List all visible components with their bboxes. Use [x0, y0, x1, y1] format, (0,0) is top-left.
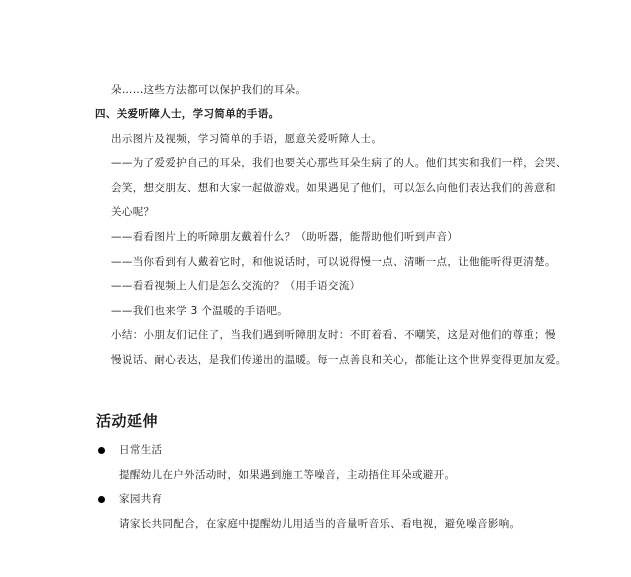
extension-item-title: 日常生活 [119, 444, 163, 456]
paragraph-6: ——我们也来学 3 个温暖的手语吧。 [111, 305, 289, 317]
paragraph-2-line-1: ——为了爱爱护自己的耳朵，我们也要关心那些耳朵生病了的人。他们其实和我们一样，会哭、 [111, 157, 567, 169]
summary-line-1: 小结：小朋友们记住了，当我们遇到听障朋友时：不盯着看、不嘲笑，这是对他们的尊重；慢 [111, 329, 556, 341]
paragraph-2-line-2: 会笑，想交朋友、想和大家一起做游戏。如果遇见了他们，可以怎么向他们表达我们的善意和 [111, 182, 556, 194]
section-title: 四、关爱听障人士，学习简单的手语。 [95, 108, 280, 120]
extension-heading: 活动延伸 [96, 412, 159, 430]
paragraph-2-line-3: 关心呢？ [111, 206, 155, 218]
paragraph-1: 出示图片及视频，学习简单的手语，愿意关爱听障人士。 [111, 133, 383, 145]
bullet-icon [98, 447, 105, 454]
extension-item-text: 请家长共同配合，在家庭中提醒幼儿用适当的音量听音乐、看电视，避免噪音影响。 [119, 518, 521, 530]
intro-tail-text: 朵……这些方法都可以保护我们的耳朵。 [111, 84, 307, 96]
summary-line-2: 慢说话、耐心表达，是我们传递出的温暖。每一点善良和关心，都能让这个世界变得更加友爱。 [111, 354, 567, 366]
extension-item-title: 家园共育 [119, 493, 163, 505]
paragraph-5: ——看看视频上人们是怎么交流的？（用手语交流） [111, 280, 361, 292]
paragraph-4: ——当你看到有人戴着它时，和他说话时，可以说得慢一点、清晰一点，让他能听得更清楚。 [111, 256, 556, 268]
extension-item-text: 提醒幼儿在户外活动时，如果遇到施工等噪音，主动捂住耳朵或避开。 [119, 469, 456, 481]
paragraph-3: ——看看图片上的听障朋友戴着什么？（助听器，能帮助他们听到声音） [111, 231, 459, 243]
bullet-icon [98, 496, 105, 503]
